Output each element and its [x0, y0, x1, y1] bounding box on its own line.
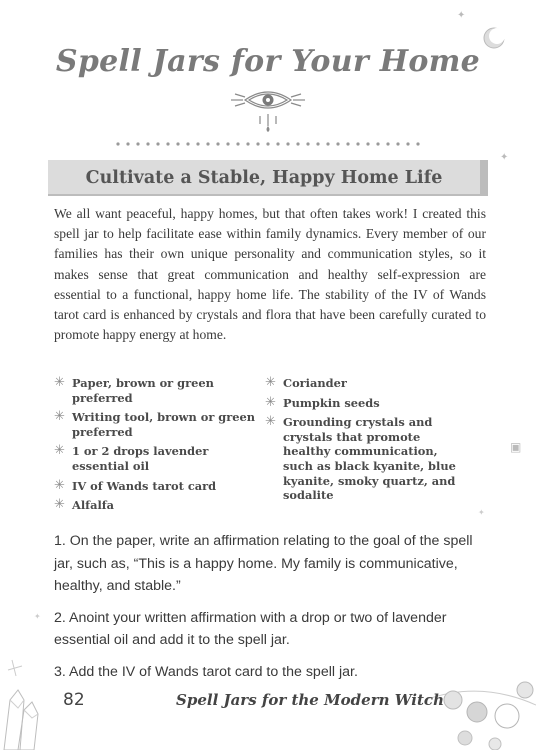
- list-item: ✳ 1 or 2 drops lavender essential oil: [54, 443, 209, 473]
- running-footer-title: Spell Jars for the Modern Witch: [176, 691, 444, 709]
- step-2: 2. Anoint your written affirmation with a drop or two of lavender essential oil and add it to the spell jar.: [54, 609, 447, 648]
- asterisk-bullet-icon: ✳: [265, 414, 276, 430]
- step-1: 1. On the paper, write an affirmation relating to the goal of the spell jar, such as, “This is a happy home. My family is communicative, healthy, and stable.”: [54, 533, 473, 594]
- star-icon: ▣: [510, 440, 522, 454]
- asterisk-bullet-icon: ✳: [265, 394, 276, 410]
- page-number: 82: [63, 690, 85, 710]
- asterisk-bullet-icon: ✳: [54, 375, 65, 390]
- step-3: 3. Add the IV of Wands tarot card to the spell jar.: [54, 663, 358, 680]
- ingredients-list-right: [265, 376, 460, 508]
- list-item: ✳ Coriander: [265, 375, 347, 390]
- page-title: Spell Jars for Your Home: [55, 44, 481, 79]
- list-item: ✳ Paper, brown or green preferred: [54, 375, 214, 405]
- list-item: ✳ IV of Wands tarot card: [54, 477, 217, 493]
- dotted-divider: [115, 141, 421, 147]
- asterisk-bullet-icon: ✳: [54, 477, 65, 493]
- ingredients-list-left: [54, 376, 259, 518]
- asterisk-bullet-icon: ✳: [265, 375, 276, 390]
- asterisk-bullet-icon: ✳: [54, 409, 65, 425]
- list-item: ✳ Pumpkin seeds: [265, 394, 380, 410]
- instruction-steps: [54, 530, 484, 692]
- star-icon: ✦: [500, 152, 509, 163]
- star-icon: ✦: [478, 508, 485, 517]
- asterisk-bullet-icon: ✳: [54, 443, 65, 459]
- list-item: ✳ Grounding crystals and crystals that promote healthy communication, such as black kyanite, blue kyanite, smoky quartz, and sodalite: [265, 414, 456, 503]
- list-item: ✳ Writing tool, brown or green preferred: [54, 409, 256, 439]
- star-icon: ✦: [457, 10, 466, 21]
- intro-paragraph: We all want peaceful, happy homes, but that often takes work! I created this spell jar to help facilitate ease within family dynamics. Every member of our families has their own unique personality and communication styles, so it makes sense that great communication and healthy self-expression are essential to a functional, happy home life. The stability of the IV of Wands tarot card is enhanced by crystals and flora that have been carefully curated to promote happy energy at home.: [54, 206, 486, 343]
- asterisk-bullet-icon: ✳: [54, 497, 65, 513]
- list-item: ✳ Alfalfa: [54, 497, 115, 513]
- section-heading: Cultivate a Stable, Happy Home Life: [48, 160, 488, 196]
- crystal-icon: [0, 640, 44, 750]
- star-icon: ✦: [34, 612, 41, 621]
- eye-icon: [229, 86, 307, 132]
